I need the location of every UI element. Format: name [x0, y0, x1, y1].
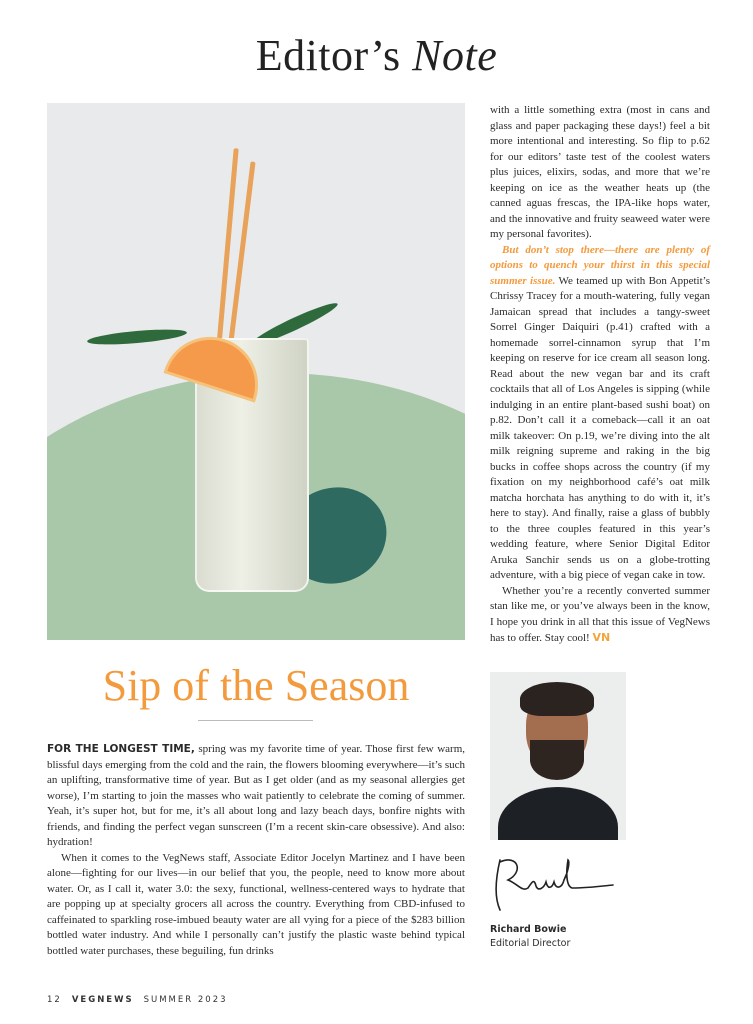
- column-paragraph: [490, 243, 710, 584]
- article-body: [47, 742, 465, 959]
- column-paragraph: with a little something extra (most in cans and glass and paper packaging these days!) feel a bit more intentional and interesting. So flip to p.62 for our editors’ taste test of the coolest waters plus juices, elixirs, sodas, and more that we’re keeping on ice as the weather heats up (the canned aguas frescas, the IPA-like hops water, and the innovative and fruity seaweed water were my personal favorites).: [490, 104, 710, 240]
- author-portrait: [490, 672, 626, 840]
- editor-column: [490, 103, 710, 647]
- divider: [198, 720, 313, 721]
- highlight-text: But don’t stop there—there are plenty of options to quench your thirst in this special summer issue.: [490, 243, 710, 287]
- vn-end-mark: VN: [592, 631, 611, 644]
- lead-in: FOR THE LONGEST TIME,: [47, 743, 195, 755]
- cocktail-photo: [47, 103, 465, 640]
- title-main: Editor’s: [255, 31, 401, 80]
- magazine-name: VEGNEWS: [71, 995, 134, 1005]
- leaf: [87, 327, 188, 348]
- article-headline: Sip of the Season: [102, 661, 410, 710]
- portrait-hair: [520, 682, 594, 716]
- body-paragraph: When it comes to the VegNews staff, Associate Editor Jocelyn Martinez and I have been alone—fighting for our lives—in our belief that you, the people, need to know more about water. Or, as I call it, water 3.0: the sexy, functional, wellness-centered ways to hydrate that are popping up at specialty grocers all across the country. Everything from CBD-infused to caffeinated to sparkling rose-imbued beauty water are all vying for a piece of the $283 billion bottled water industry. And while I personally can’t justify the plastic waste behind typical bottled water purchases, these beguiling, fun drinks: [47, 851, 465, 957]
- page-number: 12: [47, 995, 62, 1005]
- page-footer: [47, 995, 238, 1005]
- author-name: Richard Bowie: [490, 924, 567, 935]
- author-role: Editorial Director: [490, 938, 571, 949]
- issue-name: SUMMER 2023: [143, 995, 228, 1005]
- signature: [488, 852, 618, 917]
- portrait-beard: [530, 740, 584, 780]
- body-text: spring was my favorite time of year. Those first few warm, blissful days emerging from the cold and the rain, the flowers blooming everywhere—it’s such an uplifting, transformative time of year. But as I get older (and as my seasonal allergies get worse), I’m starting to join the masses who wait patiently to celebrate the coming of summer. Yeah, it’s super hot, but for me, it’s all about long and lazy beach days, bonfire nights with friends, and finding the perfect vegan sunscreen (I’m a recent skin-care obsessive). And also: hydration!: [47, 743, 466, 848]
- body-paragraph: [47, 742, 465, 851]
- column-text: We teamed up with Bon Appetit’s Chrissy Tracey for a mouth-watering, fully vegan Jamaican spread that includes a tangy-sweet Sorrel Ginger Daiquiri (p.41) crafted with a homemade sorrel-cinnamon syrup that I’m keeping on reserve for ice cream all season long. Read about the new vegan bar and its craft cocktails that all of Los Angeles is sipping (while indulging in an entire plant-based sushi boat) on p.82. Don’t call it a comeback—call it an oat milk takeover: On p.19, we’re diving into the alt milk reigning supreme and raking in the big bucks in coffee shops across the country (if my fixation on my neighborhood café’s oat milk matcha horchata has anything to do with it, it’s here to stay). And finally, raise a glass of bubbly to the three couples featured in this year’s wedding feature, where Senior Digital Editor Aruka Sanchir sends us on a globe-trotting adventure, with a big piece of vegan cake in tow.: [490, 274, 711, 581]
- column-text: Whether you’re a recently converted summer stan like me, or you’ve always been in the know, I hope you drink in all that this issue of VegNews has to offer. Stay cool!: [490, 584, 710, 644]
- title-italic: Note: [412, 31, 498, 80]
- column-paragraph: [490, 584, 710, 647]
- portrait-torso: [498, 787, 618, 840]
- page-title: [0, 30, 753, 81]
